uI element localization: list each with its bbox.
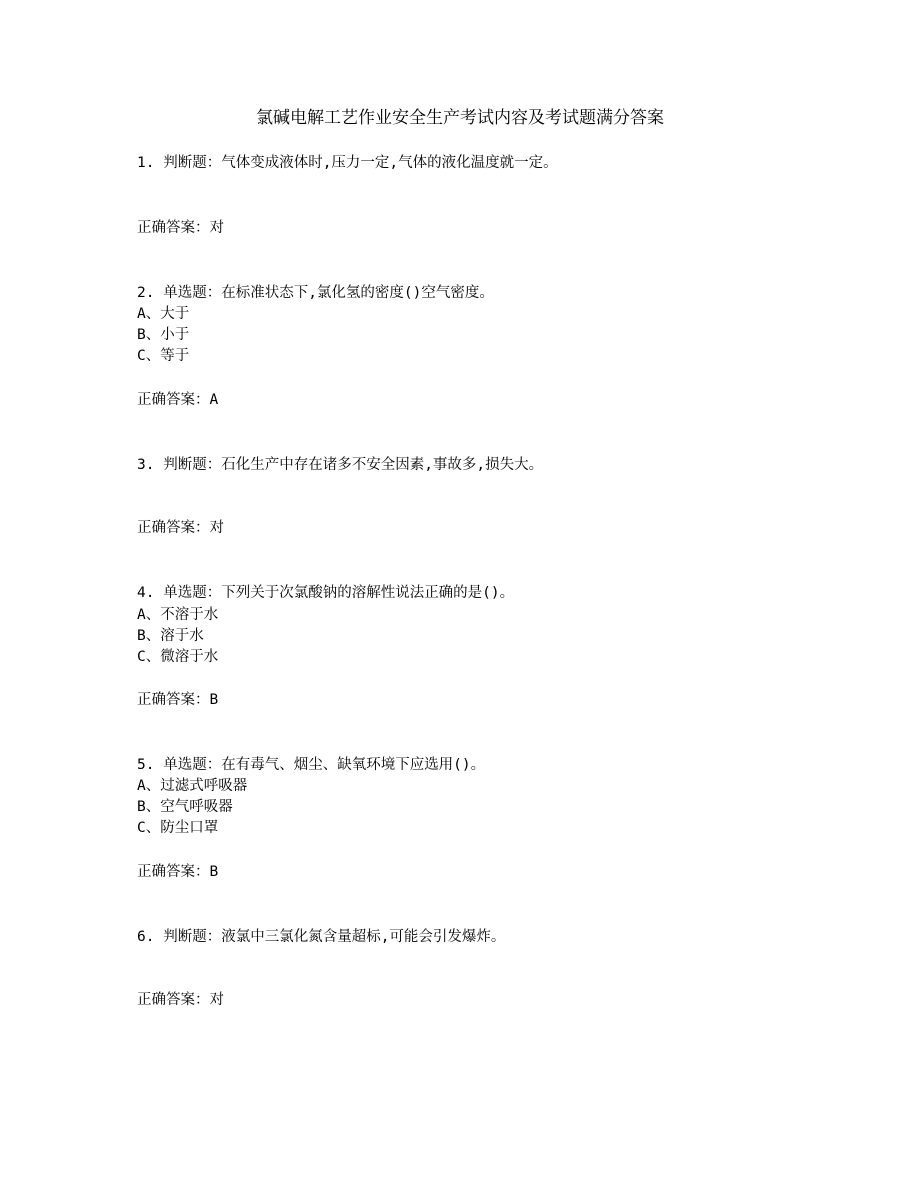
question-5-option-c: C、防尘口罩 xyxy=(137,820,219,836)
question-4-option-c: C、微溶于水 xyxy=(137,649,219,665)
question-3-text: 3. 判断题：石化生产中存在诸多不安全因素,事故多,损失大。 xyxy=(137,457,544,473)
question-2-text: 2. 单选题：在标准状态下,氯化氢的密度()空气密度。 xyxy=(137,285,494,301)
question-2-answer: 正确答案：A xyxy=(137,392,219,408)
question-2-option-a: A、大于 xyxy=(137,306,190,322)
question-4-option-b: B、溶于水 xyxy=(137,628,204,644)
question-5-answer: 正确答案：B xyxy=(137,864,219,880)
question-3-answer: 正确答案：对 xyxy=(137,520,224,536)
question-4-text: 4. 单选题：下列关于次氯酸钠的溶解性说法正确的是()。 xyxy=(137,585,515,601)
question-6-answer: 正确答案：对 xyxy=(137,992,224,1008)
document-title: 氯碱电解工艺作业安全生产考试内容及考试题满分答案 xyxy=(256,108,664,128)
question-5-text: 5. 单选题：在有毒气、烟尘、缺氧环境下应选用()。 xyxy=(137,757,486,773)
question-1-answer: 正确答案：对 xyxy=(137,220,224,236)
question-4-option-a: A、不溶于水 xyxy=(137,607,219,623)
question-1-text: 1. 判断题：气体变成液体时,压力一定,气体的液化温度就一定。 xyxy=(137,155,558,171)
question-5-option-b: B、空气呼吸器 xyxy=(137,799,233,815)
question-2-option-c: C、等于 xyxy=(137,348,190,364)
question-5-option-a: A、过滤式呼吸器 xyxy=(137,778,248,794)
question-6-text: 6. 判断题：液氯中三氯化氮含量超标,可能会引发爆炸。 xyxy=(137,929,506,945)
question-2-option-b: B、小于 xyxy=(137,327,190,343)
question-4-answer: 正确答案：B xyxy=(137,692,219,708)
